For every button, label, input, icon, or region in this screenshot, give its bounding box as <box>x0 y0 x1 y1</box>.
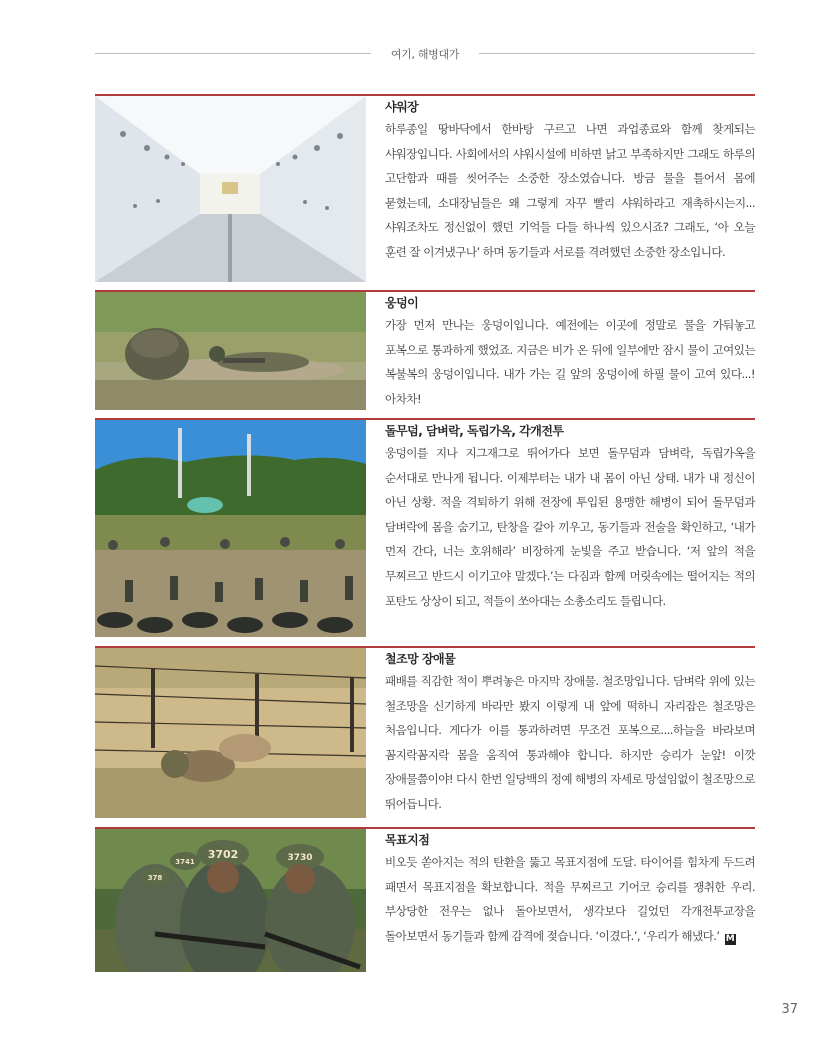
header-rule-right <box>479 53 755 54</box>
section-body: 가장 먼저 만나는 웅덩이입니다. 예전에는 이곳에 정말로 물을 가둬놓고 포복으로 통과하게 했었죠. 지금은 비가 온 뒤에 일부에만 잠시 물이 고여있는 복불복의 웅덩이입니다. 내가 가는 길 앞의 웅덩이에 하필 물이 고여 있다...! 아차차! <box>385 318 755 406</box>
header-rule-left <box>95 53 371 54</box>
section-body: 하루종일 땅바닥에서 한바탕 구르고 나면 과업종료와 함께 찾게되는 샤워장입니다. 사회에서의 샤워시설에 비하면 낡고 부족하지만 그래도 하루의 고단함과 때를 씻어주는 소중한 장소였습니다. 방금 물을 틀어서 몸에 묻혔는데, 소대장님들은 왜 그렇게 자꾸 빨리 샤워하라고 재촉하시는지... 샤워조차도 정신없이 했던 기억들 다들 하나씩 있으시죠? 그래도, ‘아 오늘 훈련 잘 이겨냈구나’ 하며 동기들과 서로를 격려했던 소중한 장소입니다. <box>385 122 755 259</box>
section-shower-room <box>95 94 755 284</box>
section-puddle <box>95 290 755 412</box>
helmet-number: 378 <box>147 874 163 882</box>
section-title: 목표지점 <box>385 833 430 847</box>
running-header <box>95 44 755 64</box>
section-text <box>385 97 755 265</box>
section-combat-course <box>95 418 755 639</box>
shower-room-photo <box>95 96 366 282</box>
helmet-number: 3702 <box>207 848 239 861</box>
helmet-number: 3741 <box>175 858 195 866</box>
section-body: 웅덩이를 지나 지그재그로 뛰어가다 보면 돌무덤과 담벼락, 독립가옥을 순서대로 만나게 됩니다. 이제부터는 내가 내 몸이 아닌 상태. 내가 내 정신이 아닌 상황. 적을 격퇴하기 위해 전장에 투입된 용맹한 해병이 되어 돌무덤과 담벼락에 몸을 숨기고, 탄창을 갈아 끼우고, 동기들과 전술을 확인하고, ‘내가 먼저 간다, 너는 호위해라’ 비장하게 눈빛을 주고 받습니다. ‘저 앞의 적을 무찌르고 반드시 이기고야 말겠다.’는 다짐과 함께 머릿속에는 떨어지는 적의 포탄도 상상이 되고, 적들이 쏘아대는 소총소리도 들립니다. <box>385 446 755 608</box>
section-title: 샤워장 <box>385 100 419 114</box>
barbed-wire-photo <box>95 648 366 818</box>
section-text <box>385 649 755 817</box>
combat-course-photo <box>95 420 366 637</box>
helmet-number: 3730 <box>287 853 313 863</box>
section-target-point <box>95 827 755 977</box>
section-body: 패배를 직감한 적이 뿌려놓은 마지막 장애물. 철조망입니다. 담벼락 위에 있는 철조망을 신기하게 바라만 봤지 이렇게 내 앞에 떡하니 자리잡은 철조망은 처음입니다. 게다가 이를 통과하려면 무조건 포복으로....하늘을 바라보며 꼼지락꼼지락 몸을 움직여 통과해야 합니다. 하지만 승리가 눈앞! 이깟 장애물쯤이야! 다시 한번 일당백의 정예 해병의 자세로 망설임없이 철조망으로 뛰어듭니다. <box>385 674 755 811</box>
section-text <box>385 293 755 411</box>
section-text <box>385 830 755 948</box>
section-title: 철조망 장애물 <box>385 652 456 666</box>
section-title: 웅덩이 <box>385 296 419 310</box>
target-point-photo <box>95 829 366 972</box>
page-number: 37 <box>781 1002 798 1017</box>
header-title: 여기, 해병대가 <box>390 48 460 61</box>
puddle-photo <box>95 292 366 410</box>
section-text <box>385 421 755 613</box>
section-title: 돌무덤, 담벼락, 독립가옥, 각개전투 <box>385 424 564 438</box>
section-barbed-wire <box>95 646 755 820</box>
section-body-text: 비오듯 쏟아지는 적의 탄환을 뚫고 목표지점에 도달. 타이어를 힘차게 두드려 패면서 목표지점을 확보합니다. 적을 무찌르고 기어코 승리를 쟁취한 우리. 부상당한 전우는 없나 돌아보면서, 생각보다 길었던 각개전투교장을 돌아보면서 동기들과 함께 감격에 젖습니다. ‘이겼다.’, ‘우리가 해냈다.’ <box>385 855 755 943</box>
end-mark-icon: M <box>725 933 735 944</box>
section-body <box>385 850 755 948</box>
